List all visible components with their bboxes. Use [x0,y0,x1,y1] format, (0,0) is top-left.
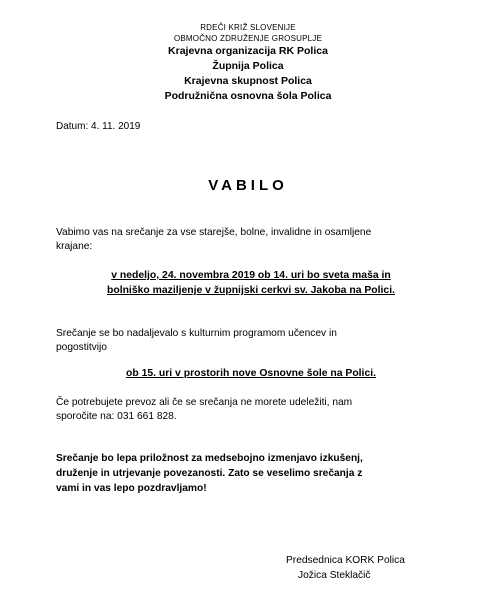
event-mass-line: bolniško maziljenje v župnijski cerkvi sv. Jakoba na Polici. [107,285,395,296]
signature-name: Jožica Steklačič [298,570,371,581]
transport-line: Če potrebujete prevoz ali če se srečanja ne morete udeležiti, nam [56,397,353,408]
org-line-red-cross: RDEČI KRIŽ SLOVENIJE [200,23,296,32]
continuation-paragraph [56,327,446,355]
closing-line: Srečanje bo lepa priložnost za medsebojno izmenjavo izkušenj, [56,453,363,464]
event-school-line: ob 15. uri v prostorih nove Osnovne šole na Polici. [125,368,376,379]
org-line-school: Podružnična osnovna šola Polica [164,90,332,102]
document-title: VABILO [208,177,288,194]
intro-paragraph [56,226,446,254]
closing-paragraph [56,451,446,496]
org-line-community: Krajevna skupnost Polica [184,75,312,87]
signature-role: Predsednica KORK Polica [286,555,405,566]
transport-line: sporočite na: 031 661 828. [56,411,177,422]
document-date: Datum: 4. 11. 2019 [56,121,141,132]
event-mass-paragraph [56,268,446,298]
transport-paragraph [56,396,446,424]
intro-line: Vabimo vas na srečanje za vse starejše, bolne, invalidne in osamljene [56,227,372,238]
letterhead [0,22,496,104]
org-line-regional: OBMOČNO ZDRUŽENJE GROSUPLJE [173,34,323,43]
signature-block [286,553,405,583]
closing-line: vami in vas lepo pozdravljamo! [56,483,207,494]
continuation-line: pogostitvijo [56,342,107,353]
org-line-local-rk: Krajevna organizacija RK Polica [168,45,328,57]
org-line-parish: Župnija Polica [212,60,284,72]
continuation-line: Srečanje se bo nadaljevalo s kulturnim programom učencev in [56,328,337,339]
intro-line: krajane: [56,241,93,252]
event-mass-line: v nedeljo, 24. novembra 2019 ob 14. uri bo sveta maša in [111,270,391,281]
closing-line: druženje in utrjevanje povezanosti. Zato se veselimo srečanja z [56,468,363,479]
